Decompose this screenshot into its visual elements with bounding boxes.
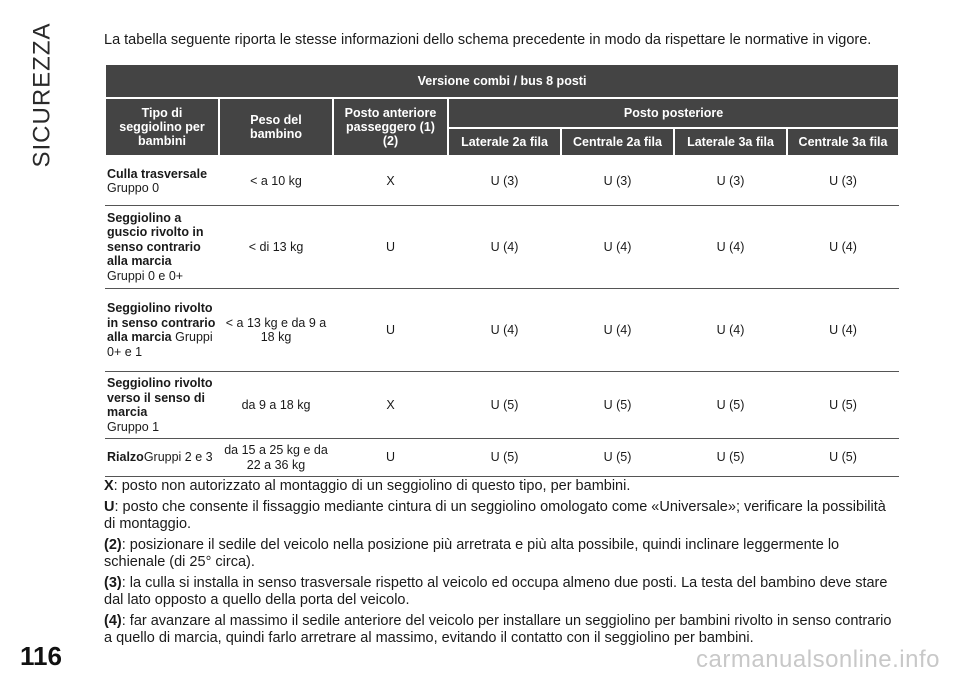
watermark: carmanualsonline.info (696, 646, 940, 673)
rear-seat-cell: U (5) (448, 372, 561, 439)
note-key: X (104, 478, 114, 494)
page-number: 116 (20, 641, 62, 671)
seat-type-name: Seggiolino rivolto in senso contrario alla marcia (107, 301, 216, 344)
col-header-front-seat: Posto anteriore passeggero (1) (2) (333, 98, 448, 156)
table-row (105, 439, 899, 477)
note-item (104, 537, 900, 571)
rear-seat-cell: U (5) (561, 439, 674, 477)
rear-seat-cell: U (5) (787, 372, 899, 439)
table-row (105, 156, 899, 206)
seat-type-cell (105, 156, 219, 206)
table-row (105, 289, 899, 372)
seat-type-group: Gruppi 0 e 0+ (107, 268, 184, 283)
note-text: : posizionare il sedile del veicolo nella posizione più arretrata e più alta possibile, quindi inclinare leggermente lo schienale (di 25° circa). (104, 537, 840, 570)
note-text: : far avanzare al massimo il sedile anteriore del veicolo per installare un seggiolino per bambini rivolto in senso contrario a quello di marcia, quindi farlo arretrare al massimo, evitando il contatto con il seggiolino per bambini. (104, 613, 892, 646)
seat-type-cell (105, 439, 219, 477)
version-header: Versione combi / bus 8 posti (105, 64, 899, 98)
col-header-rear-sub: Centrale 3a fila (787, 128, 899, 156)
note-key: U (104, 499, 115, 515)
rear-seat-cell: U (4) (674, 289, 787, 372)
weight-cell: < a 10 kg (219, 156, 333, 206)
seat-type-cell (105, 289, 219, 372)
weight-cell: < a 13 kg e da 9 a 18 kg (219, 289, 333, 372)
note-item (104, 478, 900, 495)
note-text: : la culla si installa in senso trasversale rispetto al veicolo ed occupa almeno due posti. La testa del bambino deve stare dal lato opposto a quello della porta del veicolo. (104, 575, 888, 608)
front-seat-cell: U (333, 289, 448, 372)
intro-text: La tabella seguente riporta le stesse informazioni dello schema precedente in modo da rispettare le normative in vigore. (104, 32, 872, 48)
rear-seat-cell: U (3) (674, 156, 787, 206)
seat-type-group: Gruppi 2 e 3 (143, 450, 213, 465)
rear-seat-cell: U (3) (787, 156, 899, 206)
front-seat-cell: U (333, 206, 448, 289)
seat-type-name: Rialzo (107, 450, 144, 465)
rear-seat-cell: U (4) (448, 289, 561, 372)
col-header-rear-seat: Posto posteriore (448, 98, 899, 128)
rear-seat-cell: U (4) (448, 206, 561, 289)
front-seat-cell: U (333, 439, 448, 477)
child-seat-table (104, 63, 900, 477)
note-item (104, 613, 900, 647)
note-text: : posto non autorizzato al montaggio di un seggiolino di questo tipo, per bambini. (113, 478, 631, 494)
col-header-child-weight: Peso del bambino (219, 98, 333, 156)
seat-type-cell (105, 372, 219, 439)
rear-seat-cell: U (5) (561, 372, 674, 439)
rear-seat-cell: U (4) (561, 289, 674, 372)
seat-type-group: Gruppo 1 (107, 419, 160, 434)
rear-seat-cell: U (4) (561, 206, 674, 289)
note-text: : posto che consente il fissaggio mediante cintura di un seggiolino omologato come «Universale»; verificare la possibilità di montaggio. (104, 499, 886, 532)
table-row (105, 372, 899, 439)
seat-type-name: Seggiolino rivolto verso il senso di marcia (107, 376, 213, 419)
rear-seat-cell: U (3) (561, 156, 674, 206)
weight-cell: da 15 a 25 kg e da 22 a 36 kg (219, 439, 333, 477)
section-title-text: SICUREZZA (28, 22, 56, 168)
col-header-rear-sub: Laterale 3a fila (674, 128, 787, 156)
seat-type-group: Gruppo 0 (107, 181, 160, 195)
rear-seat-cell: U (5) (674, 439, 787, 477)
weight-cell: < di 13 kg (219, 206, 333, 289)
rear-seat-cell: U (3) (448, 156, 561, 206)
table-row (105, 206, 899, 289)
seat-type-cell (105, 206, 219, 289)
col-header-rear-sub: Laterale 2a fila (448, 128, 561, 156)
front-seat-cell: X (333, 372, 448, 439)
rear-seat-cell: U (4) (787, 289, 899, 372)
rear-seat-cell: U (5) (674, 372, 787, 439)
col-header-rear-sub: Centrale 2a fila (561, 128, 674, 156)
legend-notes (104, 478, 900, 651)
note-key: (2) (104, 537, 122, 553)
front-seat-cell: X (333, 156, 448, 206)
seat-type-name: Culla trasversale (107, 166, 208, 181)
rear-seat-cell: U (4) (674, 206, 787, 289)
seat-type-group: Gruppi 0+ e 1 (107, 330, 213, 359)
col-header-seat-type: Tipo di seggiolino per bambini (105, 98, 219, 156)
weight-cell: da 9 a 18 kg (219, 372, 333, 439)
rear-seat-cell: U (4) (787, 206, 899, 289)
rear-seat-cell: U (5) (787, 439, 899, 477)
seat-type-name: Seggiolino a guscio rivolto in senso contrario alla marcia (107, 210, 204, 269)
section-title (12, 22, 72, 168)
rear-seat-cell: U (5) (448, 439, 561, 477)
note-key: (3) (104, 575, 122, 591)
note-key: (4) (104, 613, 122, 629)
note-item (104, 575, 900, 609)
note-item (104, 499, 900, 533)
